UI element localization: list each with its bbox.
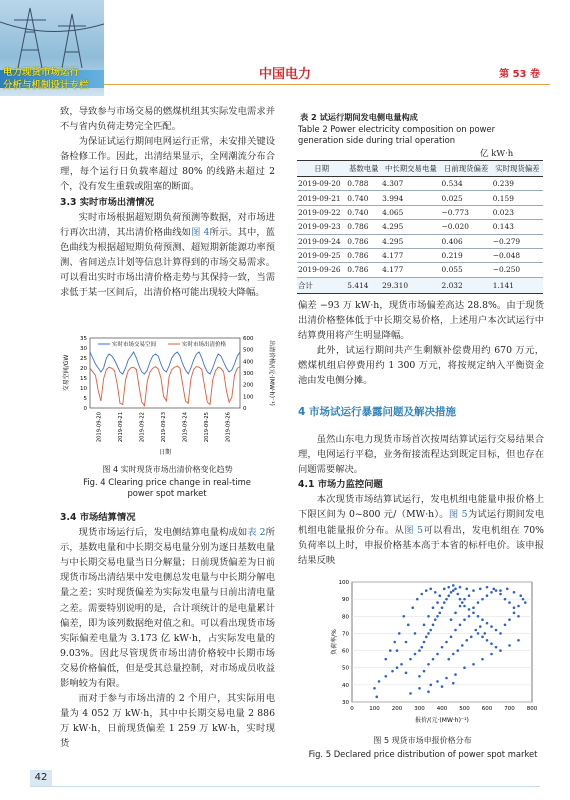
table-cell: 4.295 (381, 220, 440, 234)
y-tick-label-left: 15 (80, 376, 87, 382)
table-total-row (297, 277, 543, 293)
scatter-point (490, 591, 493, 594)
paragraph (60, 525, 275, 691)
power-tower-icon (0, 0, 104, 70)
scatter-point (472, 663, 475, 666)
scatter-point (474, 629, 477, 632)
header-divider (104, 84, 550, 85)
scatter-point (414, 653, 417, 656)
scatter-point (468, 608, 471, 611)
y-tick-label-left: 25 (80, 356, 87, 362)
table2-caption-en: Table 2 Power electricity composition on power generation side during trial operation (298, 124, 496, 145)
scatter-point (425, 589, 428, 592)
legend-label-space: 实时市场交易空间 (112, 342, 157, 348)
x-tick-label: 400 (436, 706, 448, 712)
table-cell: −0.250 (492, 263, 543, 277)
text-run: 本次现货市场结算试运行，发电机组电能量申报价格上下限区间为 0~800 元/（MW·h）。 (298, 494, 544, 521)
y-tick-label: 40 (342, 682, 349, 689)
scatter-point (391, 670, 394, 673)
scatter-point (429, 684, 432, 687)
scatter-point (459, 605, 462, 608)
scatter-point (432, 624, 435, 627)
table-row (297, 191, 543, 205)
table-cell: 4.307 (381, 177, 440, 191)
section-heading-4: 4 市场试运行暴露问题及解决措施 (298, 406, 456, 418)
y-tick-label: 60 (342, 648, 349, 655)
table-cell: 0.786 (346, 234, 381, 248)
text-run: 为试运行期间发电机组电能量报价分布。从 (298, 509, 544, 536)
x-tick-label: 2019-09-21 (118, 412, 125, 443)
table-cell: 4.065 (381, 205, 440, 219)
table-row (297, 177, 543, 191)
scatter-point (418, 675, 421, 678)
y-tick-label: 70 (342, 631, 349, 638)
x-tick-label: 200 (391, 706, 403, 712)
scatter-point (483, 632, 486, 635)
figure-link[interactable]: 图 5 (448, 509, 468, 521)
scatter-point (405, 641, 408, 644)
x-tick-label: 800 (526, 706, 538, 712)
scatter-point (427, 690, 430, 693)
fig5-caption-en: Fig. 5 Declared price distribution of power spot market (308, 749, 538, 759)
y-tick-label-right: 300 (243, 371, 254, 377)
y-tick-label: 50 (342, 665, 349, 672)
table-cell: 3.994 (381, 191, 440, 205)
scatter-point (416, 598, 419, 601)
scatter-point (447, 658, 450, 661)
fig5-caption-cn: 图 5 现货市场申报价格分布 (373, 736, 472, 745)
scatter-point (495, 646, 498, 649)
table-cell: −0.048 (492, 248, 543, 262)
scatter-point (492, 588, 495, 591)
scatter-point (465, 588, 468, 591)
x-tick-label: 700 (504, 706, 515, 712)
scatter-point (384, 675, 387, 678)
table-header-cell: 日前现货偏差 (441, 161, 492, 177)
table-cell: 0.406 (441, 234, 492, 248)
scatter-point (477, 615, 480, 618)
table-header-cell: 基数电量 (346, 161, 381, 177)
x-tick-label: 2019-09-26 (225, 412, 232, 443)
scatter-point (429, 629, 432, 632)
scatter-point (436, 680, 439, 683)
scatter-point (513, 606, 516, 609)
scatter-point (396, 649, 399, 652)
table-row (297, 220, 543, 234)
scatter-point (452, 682, 455, 685)
scatter-point (441, 606, 444, 609)
footer-divider (30, 786, 540, 787)
scatter-point (414, 632, 417, 635)
right-column-section4 (298, 405, 544, 420)
table-header-cell: 中长期交易电量 (381, 161, 440, 177)
scatter-point (479, 625, 482, 628)
right-column-mid (298, 432, 544, 568)
table-cell: 2019-09-22 (297, 205, 346, 219)
table-cell: 4.177 (381, 263, 440, 277)
y-tick-label: 80 (342, 614, 349, 621)
section-heading-3-4: 3.4 市场结算情况 (60, 512, 136, 523)
table-row (297, 263, 543, 277)
table-header-cell: 实时现货偏差 (492, 161, 543, 177)
scatter-point (504, 598, 507, 601)
table-cell: 0.023 (492, 205, 543, 219)
table2-unit: 亿 kW·h (480, 149, 514, 159)
scatter-point (423, 624, 426, 627)
scatter-point (438, 594, 441, 597)
scatter-point (427, 632, 430, 635)
scatter-point (443, 588, 446, 591)
table-cell: 2019-09-25 (297, 248, 346, 262)
y-tick-label-right: 400 (243, 359, 254, 366)
table-header-row (297, 161, 543, 177)
scatter-point (418, 649, 421, 652)
scatter-point (519, 594, 522, 597)
table-cell: 5.414 (346, 277, 381, 293)
scatter-point (522, 598, 525, 601)
scatter-point (454, 673, 457, 676)
scatter-point (441, 685, 444, 688)
y-tick-label-left: 5 (83, 396, 87, 402)
table-cell: 0.740 (346, 205, 381, 219)
scatter-point (454, 588, 457, 591)
legend-label-price: 实时市场出清价格 (182, 342, 227, 348)
scatter-point (463, 598, 466, 601)
scatter-point (524, 601, 527, 604)
table-cell: −0.020 (441, 220, 492, 234)
scatter-point (400, 663, 403, 666)
scatter-point (468, 594, 471, 597)
paragraph: 虽然山东电力现货市场首次按周结算试运行交易结果合理，电网运行平稳，业务衔接流程达到既定目标，但也存在问题需要解决。 (298, 434, 544, 476)
x-tick-label: 2019-09-23 (161, 412, 167, 443)
scatter-point (481, 658, 484, 661)
table-cell: 2019-09-21 (297, 191, 346, 205)
scatter-point (427, 615, 430, 618)
scatter-point (456, 593, 459, 596)
scatter-point (420, 646, 423, 649)
paragraph: 而对于参与市场出清的 2 个用户，其实际用电量为 4 052 万 kW·h，其中中长期交易电量 2 886 万 kW·h，日前现货偏差 1 259 万 kW·h，实时现货 (60, 693, 275, 750)
scatter-point (486, 622, 489, 625)
table-cell: 0.055 (441, 263, 492, 277)
scatter-point (434, 591, 437, 594)
scatter-point (459, 598, 462, 601)
scatter-point (452, 653, 455, 656)
scatter-point (438, 612, 441, 615)
figure-link[interactable]: 图 4 (191, 226, 210, 238)
scatter-point (373, 687, 376, 690)
scatter-point (452, 584, 455, 587)
table-cell: 0.740 (346, 191, 381, 205)
scatter-point (504, 624, 507, 627)
scatter-point (454, 612, 457, 615)
paragraph (60, 210, 275, 301)
scatter-point (436, 653, 439, 656)
scatter-point (445, 641, 448, 644)
scatter-point (472, 606, 475, 609)
y-tick-label: 30 (342, 700, 349, 706)
scatter-point (378, 680, 381, 683)
scatter-point (477, 632, 480, 635)
table-link[interactable]: 表 2 (247, 527, 266, 539)
x-tick-label: 2019-09-24 (182, 412, 189, 443)
table-cell: −0.773 (441, 205, 492, 219)
y-tick-label-right: 600 (243, 336, 254, 342)
x-tick-label: 2019-09-25 (203, 412, 210, 443)
table-cell: 2019-09-23 (297, 220, 346, 234)
x-axis-label: 报价/(元·(MW·h)⁻¹) (415, 717, 469, 724)
scatter-point (477, 601, 480, 604)
scatter-point (447, 594, 450, 597)
y-tick-label: 90 (342, 597, 349, 604)
text-run: 所示。其中，蓝色曲线为根据超短期负荷预测、超短期新能源功率预测、省间送点计划等信息计算得到的市场交易需求。可以看出实时市场出清价格走势与其保持一致，当需求低于某一区间后，出清价格可能出现较大降幅。 (60, 226, 275, 299)
scatter-point (465, 639, 468, 642)
scatter-point (456, 649, 459, 652)
paragraph (298, 492, 544, 567)
text-run: 可以看出，发电机组在 70% 负荷率以上时，申报价格基本高于本省的标杆电价。该申报结果反映 (298, 524, 544, 566)
y-tick-label-right: 500 (243, 347, 254, 354)
section-heading-3-3: 3.3 实时市场出清情况 (60, 196, 155, 208)
scatter-point (513, 612, 516, 615)
scatter-point (447, 586, 450, 589)
table-cell: 合计 (297, 277, 346, 293)
scatter-point (508, 644, 511, 647)
x-axis-label: 日期 (158, 449, 172, 456)
scatter-point (411, 606, 414, 609)
x-tick-label: 100 (369, 706, 380, 712)
fig5-scatter-chart (300, 576, 545, 726)
scatter-point (495, 629, 498, 632)
scatter-point (499, 589, 502, 592)
scatter-point (450, 618, 453, 621)
left-column-top (60, 104, 275, 300)
table-cell: 29.310 (381, 277, 440, 293)
x-tick-label: 0 (350, 706, 354, 712)
scatter-point (472, 589, 475, 592)
paragraph: 致，导致参与市场交易的燃煤机组其实际发电需求并不与省内负荷走势完全匹配。 (60, 106, 275, 133)
x-tick-label: 2019-09-22 (139, 412, 146, 443)
table-cell: 0.143 (492, 220, 543, 234)
table2 (297, 160, 543, 294)
y-tick-label-right: 100 (243, 394, 254, 401)
fig4-caption-en: Fig. 4 Clearing price change in real-time power spot market (83, 477, 251, 498)
text-run: 实时市场根据超短期负荷预测等数据，对市场进行再次出清，其出清价格曲线如 (60, 211, 275, 238)
scatter-point (427, 663, 430, 666)
table-cell: 2019-09-26 (297, 263, 346, 277)
table-cell: 0.239 (492, 177, 543, 191)
plot-frame (90, 338, 240, 408)
scatter-point (402, 615, 405, 618)
scatter-point (432, 606, 435, 609)
scatter-point (436, 615, 439, 618)
scatter-point (396, 666, 399, 669)
table-cell: 1.141 (492, 277, 543, 293)
left-column-bottom (60, 510, 275, 752)
y-tick-label: 100 (338, 580, 349, 586)
scatter-point (450, 636, 453, 639)
fig4-line-chart (58, 332, 278, 457)
text-run: 现货市场运行后，发电侧结算电量构成如 (78, 527, 248, 539)
scatter-point (454, 629, 457, 632)
scatter-point (407, 624, 410, 627)
table-cell: 0.788 (346, 177, 381, 191)
scatter-point (393, 641, 396, 644)
section-heading-4-1: 4.1 市场力监控问题 (298, 479, 383, 491)
table-cell: −0.279 (492, 234, 543, 248)
y-tick-label-left: 10 (80, 386, 87, 392)
volume-label: 第 53 卷 (499, 69, 540, 80)
journal-name: 中国电力 (258, 67, 311, 82)
scatter-point (463, 618, 466, 621)
scatter-point (436, 601, 439, 604)
table-row (297, 234, 543, 248)
scatter-point (375, 696, 378, 699)
scatter-point (445, 598, 448, 601)
column-title-line-1: 电力现货市场运行 (3, 67, 80, 78)
fig4-caption-cn: 图 4 实时现货市场出清价格变化趋势 (102, 465, 233, 474)
scatter-point (499, 649, 502, 652)
scatter-point (432, 658, 435, 661)
scatter-point (490, 642, 493, 645)
page-number: 42 (30, 770, 52, 786)
scatter-point (486, 594, 489, 597)
scatter-point (508, 601, 511, 604)
scatter-point (490, 653, 493, 656)
scatter-point (463, 605, 466, 608)
scatter-point (517, 605, 520, 608)
scatter-point (517, 639, 520, 642)
table-cell: 0.159 (492, 191, 543, 205)
x-tick-label: 500 (459, 706, 470, 712)
scatter-point (479, 588, 482, 591)
scatter-point (499, 593, 502, 596)
table-cell: 0.786 (346, 263, 381, 277)
y-tick-label-right: 200 (243, 382, 254, 389)
scatter-point (441, 646, 444, 649)
scatter-point (420, 593, 423, 596)
y-tick-label-left: 20 (80, 366, 87, 372)
scatter-point (384, 658, 387, 661)
x-tick-label: 600 (481, 706, 493, 712)
text-run: 所示，基数电量和中长期交易电量分别为逐日基数电量与中长期交易电量当日分解量；日前现货偏差为日前现货市场出清结果中发电侧总发电量与中长期分解电量之差；实时现货偏差为实际发电量与日前出清电量之差。需要特别说明的是，合计项统计的是电量累计偏差，即为该列数据绝对值之和。可以看出现货市场实际偏差电量为 3.173 亿 kW·h，占实际发电量的 9.03%。因此尽管现货市场出清价格较中长期市场交易价格偏低，但是受其总量控制，对市场成员收益影响较为有限。 (60, 527, 275, 690)
table-row (297, 248, 543, 262)
scatter-point (405, 672, 408, 675)
scatter-point (472, 612, 475, 615)
y-tick-label-left: 30 (80, 346, 87, 352)
scatter-point (425, 636, 428, 639)
scatter-point (481, 618, 484, 621)
scatter-point (452, 589, 455, 592)
table-cell: 0.219 (441, 248, 492, 262)
table2-caption-cn: 表 2 试运行期间发电侧电量构成 (300, 112, 418, 122)
y-axis-label: 负荷率/% (331, 629, 338, 655)
paragraph: 为保证试运行期间电网运行正常，未安排关键设备检修工作。因此，出清结果显示，全网潮流分布合理，每个运行日负载率超过 80% 的线路未超过 2 个，没有发生重载或阻塞的断面。 (60, 136, 275, 193)
table-cell: 0.786 (346, 220, 381, 234)
right-column-top (298, 298, 544, 389)
scatter-point (461, 644, 464, 647)
table-header-cell: 日期 (297, 161, 346, 177)
scatter-point (495, 589, 498, 592)
paragraph: 此外，试运行期间共产生剩额补偿费用约 670 万元，燃煤机组启停费用约 1 300 万元，将按规定纳入平衡资金池由发电侧分摊。 (298, 345, 544, 387)
scatter-point (481, 636, 484, 639)
x-tick-label: 300 (414, 706, 425, 712)
scatter-point (389, 649, 392, 652)
figure-link[interactable]: 图 5 (404, 524, 424, 536)
table-cell: 0.534 (441, 177, 492, 191)
y-axis-label-right: 出清价格/(元·(MW·h)⁻¹) (268, 340, 275, 406)
scatter-point (468, 615, 471, 618)
y-axis-label-left: 交易空间/GW (63, 354, 70, 392)
scatter-point (409, 692, 412, 695)
y-tick-label-left: 35 (80, 336, 87, 342)
scatter-point (418, 687, 421, 690)
table-cell: 2019-09-24 (297, 234, 346, 248)
scatter-point (450, 591, 453, 594)
scatter-point (398, 632, 401, 635)
scatter-point (445, 677, 448, 680)
scatter-point (508, 618, 511, 621)
table-cell: 0.786 (346, 248, 381, 262)
scatter-point (443, 601, 446, 604)
table-cell: 4.295 (381, 234, 440, 248)
scatter-point (486, 639, 489, 642)
x-tick-label: 2019-09-20 (96, 412, 103, 443)
y-tick-label-right: 0 (243, 406, 247, 412)
scatter-point (486, 586, 489, 589)
scatter-point (423, 670, 426, 673)
scatter-point (461, 601, 464, 604)
scatter-point (463, 666, 466, 669)
scatter-point (490, 625, 493, 628)
scatter-point (513, 591, 516, 594)
table-row (297, 205, 543, 219)
table-cell: 4.177 (381, 248, 440, 262)
paragraph: 偏差 −93 万 kW·h，现货市场偏差高达 28.8%。由于现货出清价格整体低于中长期交易价格，上述用户本次试运行中结算费用将产生明显降幅。 (298, 300, 544, 342)
scatter-point (506, 588, 509, 591)
table-cell: 2019-09-20 (297, 177, 346, 191)
scatter-point (423, 641, 426, 644)
y-tick-label-left: 0 (83, 406, 87, 412)
scatter-point (481, 598, 484, 601)
scatter-point (434, 618, 437, 621)
scatter-point (459, 586, 462, 589)
scatter-point (459, 624, 462, 627)
table-cell: 2.032 (441, 277, 492, 293)
scatter-point (429, 588, 432, 591)
scatter-point (470, 636, 473, 639)
table-cell: 0.025 (441, 191, 492, 205)
column-title-line-2: 分析与机制设计专栏 (3, 80, 89, 91)
scatter-point (517, 615, 520, 618)
scatter-point (499, 632, 502, 635)
scatter-point (409, 658, 412, 661)
